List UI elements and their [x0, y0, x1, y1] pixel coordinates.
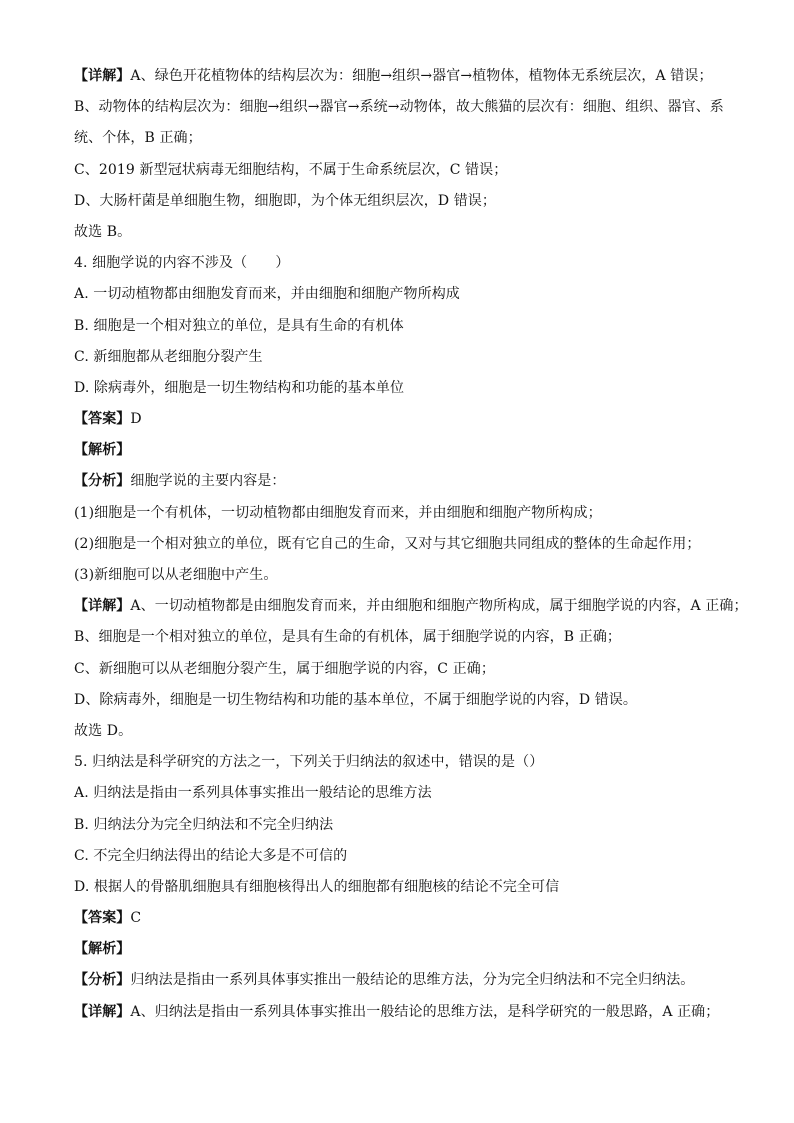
line-text: C、2019 新型冠状病毒无细胞结构，不属于生命系统层次，C 错误；: [74, 161, 508, 178]
text-line: [74, 342, 734, 373]
line-text: C、新细胞可以从老细胞分裂产生，属于细胞学说的内容，C 正确；: [74, 660, 495, 677]
line-tag: 【解析】: [74, 442, 131, 459]
text-line: [74, 155, 734, 186]
text-line: [74, 560, 734, 591]
text-line: [74, 872, 734, 903]
text-line: [74, 591, 748, 622]
line-text: C: [130, 910, 142, 927]
line-tag: 【解析】: [74, 941, 131, 958]
line-text: A、归纳法是指由一系列具体事实推出一般结论的思维方法，是科学研究的一般思路，A 正确；: [130, 1003, 720, 1020]
line-text: B、动物体的结构层次为：细胞→组织→器官→系统→动物体，故大熊猫的层次有：细胞、组织、器官、系: [74, 99, 724, 116]
line-text: 5. 归纳法是科学研究的方法之一，下列关于归纳法的叙述中，错误的是（）: [74, 754, 544, 771]
line-text: 故选 B。: [74, 223, 132, 240]
line-tag: 【详解】: [74, 598, 131, 615]
line-text: A. 一切动植物都由细胞发育而来，并由细胞和细胞产物所构成: [74, 286, 460, 303]
line-text: C. 新细胞都从老细胞分裂产生: [74, 348, 263, 365]
line-text: A. 归纳法是指由一系列具体事实推出一般结论的思维方法: [74, 785, 432, 802]
text-line: [74, 92, 734, 123]
line-text: 归纳法是指由一系列具体事实推出一般结论的思维方法，分为完全归纳法和不完全归纳法。: [130, 972, 695, 989]
line-tag: 【分析】: [74, 972, 131, 989]
text-line: [74, 934, 734, 965]
line-tag: 【答案】: [74, 910, 131, 927]
line-tag: 【分析】: [74, 473, 131, 490]
line-text: C. 不完全归纳法得出的结论大多是不可信的: [74, 847, 348, 864]
line-text: D、除病毒外，细胞是一切生物结构和功能的基本单位，不属于细胞学说的内容，D 错误。: [74, 691, 637, 708]
text-line: [74, 747, 734, 778]
text-line: [74, 279, 734, 310]
line-text: 故选 D。: [74, 722, 133, 739]
text-line: [74, 217, 734, 248]
line-text: 统、个体，B 正确；: [74, 130, 202, 147]
line-tag: 【详解】: [74, 1003, 131, 1020]
text-line: [74, 498, 734, 529]
line-text: (1)细胞是一个有机体，一切动植物都由细胞发育而来，并由细胞和细胞产物所构成；: [74, 504, 602, 521]
text-line: [74, 903, 734, 934]
text-line: [74, 778, 734, 809]
text-line: [74, 622, 734, 653]
text-line: [74, 61, 734, 92]
text-line: [74, 466, 734, 497]
text-line: [74, 685, 734, 716]
line-text: B、细胞是一个相对独立的单位，是具有生命的有机体，属于细胞学说的内容，B 正确；: [74, 629, 622, 646]
text-line: [74, 123, 734, 154]
line-text: D、大肠杆菌是单细胞生物，细胞即，为个体无组织层次，D 错误；: [74, 192, 496, 209]
line-text: A、绿色开花植物体的结构层次为：细胞→组织→器官→植物体，植物体无系统层次，A 错误；: [130, 68, 713, 84]
line-text: B. 细胞是一个相对独立的单位，是具有生命的有机体: [74, 317, 404, 334]
line-text: D: [130, 411, 142, 428]
text-line: [74, 716, 734, 747]
line-tag: 【详解】: [74, 68, 131, 84]
text-line: [74, 841, 734, 872]
line-text: B. 归纳法分为完全归纳法和不完全归纳法: [74, 816, 334, 833]
text-line: [74, 373, 734, 404]
text-line: [74, 248, 734, 279]
text-line: [74, 435, 734, 466]
answer-explanation-text: [74, 61, 748, 1028]
line-text: 细胞学说的主要内容是：: [130, 473, 286, 490]
text-line: [74, 311, 734, 342]
text-line: [74, 404, 734, 435]
line-text: (3)新细胞可以从老细胞中产生。: [74, 567, 278, 583]
line-text: D. 除病毒外，细胞是一切生物结构和功能的基本单位: [74, 379, 405, 396]
line-text: D. 根据人的骨骼肌细胞具有细胞核得出人的细胞都有细胞核的结论不完全可信: [74, 878, 560, 895]
line-text: (2)细胞是一个相对独立的单位，既有它自己的生命，又对与其它细胞共同组成的整体的生命起作用；: [74, 535, 701, 552]
text-line: [74, 997, 734, 1028]
line-text: 4. 细胞学说的内容不涉及（ ）: [74, 255, 290, 272]
text-line: [74, 810, 734, 841]
text-line: [74, 965, 734, 996]
text-line: [74, 186, 734, 217]
line-tag: 【答案】: [74, 411, 131, 428]
line-text: A、一切动植物都是由细胞发育而来，并由细胞和细胞产物所构成，属于细胞学说的内容，A 正确；: [130, 598, 748, 615]
text-line: [74, 654, 734, 685]
text-line: [74, 529, 734, 560]
